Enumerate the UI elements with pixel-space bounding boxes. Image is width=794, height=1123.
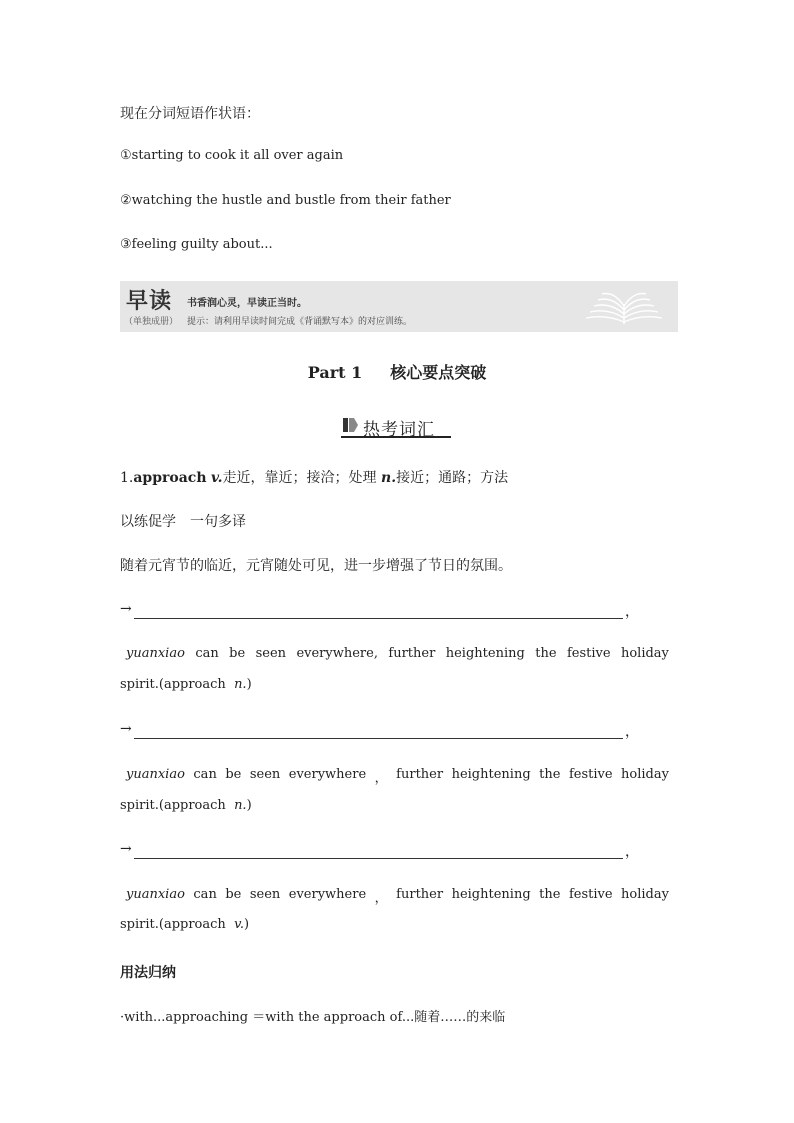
usage-line: ·with...approaching ＝with the approach of...随着……的来临 — [120, 1010, 506, 1025]
blank-line[interactable] — [134, 738, 623, 739]
section-title: 热考词汇 — [363, 420, 435, 440]
answer-1-line-2: spirit.(approach n.) — [120, 677, 252, 692]
banner-subtitle: （单独成册） — [124, 317, 179, 327]
section-header — [341, 414, 451, 438]
arrow-icon: → — [120, 721, 132, 737]
vocab-pos-noun: n. — [381, 470, 397, 486]
vocab-number: 1. — [120, 470, 134, 486]
vocab-meaning-noun: 接近；通路；方法 — [396, 470, 509, 486]
answer-1-line-1: yuanxiao can be seen everywhere, further heightening the festive holiday — [126, 646, 669, 661]
answer-2-line-1: yuanxiao can be seen everywhere ， further heightening the festive holiday — [126, 767, 669, 786]
banner-title: 早读 — [126, 288, 173, 314]
usage-title: 用法归纳 — [120, 965, 176, 981]
part-label: Part 1 — [307, 363, 363, 382]
answer-3-line-1: yuanxiao can be seen everywhere ， further heightening the festive holiday — [126, 887, 669, 906]
banner-line-1: 书香润心灵，早读正当时。 — [187, 298, 307, 309]
vocab-meaning-verb: 走近，靠近；接洽；处理 — [222, 470, 377, 486]
open-book-icon — [584, 288, 664, 326]
intro-heading: 现在分词短语作状语： — [120, 106, 260, 122]
vocab-pos-verb: v. — [210, 470, 223, 486]
blank-comma: ， — [625, 604, 639, 620]
morning-reading-banner — [120, 281, 678, 332]
blank-comma: ， — [625, 724, 639, 740]
vocab-word: approach — [133, 470, 207, 486]
intro-item-3: ③feeling guilty about... — [120, 237, 273, 252]
vocab-entry — [120, 467, 508, 487]
blank-comma: ， — [625, 844, 639, 860]
answer-2-line-2: spirit.(approach n.) — [120, 798, 252, 813]
answer-3-line-2: spirit.(approach v.) — [120, 917, 250, 932]
arrow-icon: → — [120, 841, 132, 857]
practice-label: 以练促学 一句多译 — [120, 514, 246, 530]
intro-item-1: ①starting to cook it all over again — [120, 148, 344, 163]
intro-item-2: ②watching the hustle and bustle from their father — [120, 193, 451, 208]
blank-line[interactable] — [134, 618, 623, 619]
blank-line[interactable] — [134, 858, 623, 859]
banner-line-2: 提示：请利用早读时间完成《背诵默写本》的对应训练。 — [187, 317, 413, 327]
part-title: 核心要点突破 — [390, 363, 487, 382]
arrow-icon: → — [120, 601, 132, 617]
part-heading — [0, 360, 794, 383]
practice-chinese-sentence: 随着元宵节的临近，元宵随处可见，进一步增强了节日的氛围。 — [120, 558, 512, 574]
section-marker-icon — [343, 418, 359, 432]
